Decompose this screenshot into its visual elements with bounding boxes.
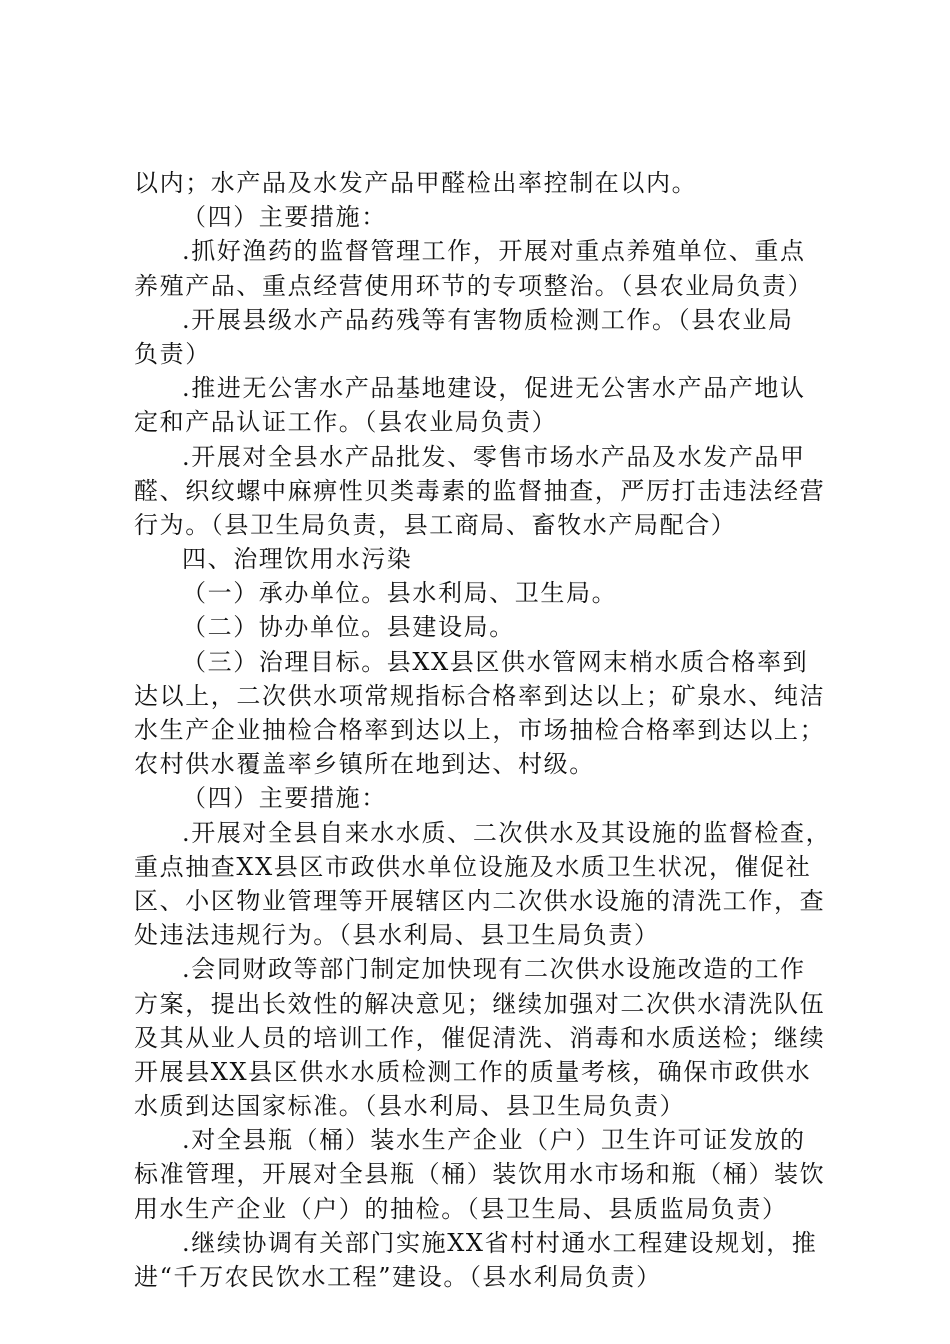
text-line: 定和产品认证工作。（县农业局负责） — [134, 408, 558, 437]
text-line: 及其从业人员的培训工作，催促清洗、消毒和水质送检；继续 — [134, 1023, 826, 1052]
text-line: 行为。（县卫生局负责，县工商局、畜牧水产局配合） — [134, 510, 737, 539]
text-line: 标准管理，开展对全县瓶（桶）装饮用水市场和瓶（桶）装饮 — [134, 1160, 826, 1189]
document-body — [134, 166, 832, 1294]
text-line: .开展县级水产品药残等有害物质检测工作。（县农业局 — [182, 305, 794, 334]
text-line: 以内；水产品及水发产品甲醛检出率控制在以内。 — [134, 169, 698, 197]
text-line: .对全县瓶（桶）装水生产企业（户）卫生许可证发放的 — [182, 1126, 806, 1155]
text-line: .开展对全县水产品批发、零售市场水产品及水发产品甲 — [182, 442, 806, 471]
text-line: 农村供水覆盖率乡镇所在地到达、村级。 — [134, 750, 595, 779]
text-line: 醛、织纹螺中麻痹性贝类毒素的监督抽查，严厉打击违法经营 — [134, 476, 826, 505]
text-line: 水生产企业抽检合格率到达以上，市场抽检合格率到达以上； — [134, 716, 826, 744]
text-line: （一）承办单位。县水利局、卫生局。 — [182, 579, 618, 608]
text-line: 四、治理饮用水污染 — [182, 545, 413, 574]
text-line: （四）主要措施： — [182, 203, 387, 232]
text-line: .开展对全县自来水水质、二次供水及其设施的监督检查， — [182, 818, 832, 847]
text-line: 水质到达国家标准。（县水利局、县卫生局负责） — [134, 1092, 686, 1121]
text-line: 养殖产品、重点经营使用环节的专项整治。（县农业局负责） — [134, 271, 814, 300]
text-line: （三）治理目标。县XX县区供水管网末梢水质合格率到 — [182, 647, 809, 676]
text-line: 达以上，二次供水项常规指标合格率到达以上；矿泉水、纯洁 — [134, 681, 826, 710]
text-line: 重点抽查XX县区市政供水单位设施及水质卫生状况，催促社 — [134, 852, 812, 881]
text-line: （四）主要措施： — [182, 784, 387, 813]
text-line: .推进无公害水产品基地建设，促进无公害水产品产地认 — [182, 374, 806, 403]
text-line: .继续协调有关部门实施XX省村村通水工程建设规划，推 — [182, 1228, 818, 1257]
text-line: .抓好渔药的监督管理工作，开展对重点养殖单位、重点 — [182, 237, 806, 266]
text-line: 用水生产企业（户）的抽检。（县卫生局、县质监局负责） — [134, 1194, 788, 1223]
text-line: 区、小区物业管理等开展辖区内二次供水设施的清洗工作，查 — [134, 886, 826, 915]
text-line: 负责） — [134, 339, 211, 368]
text-line: （二）协办单位。县建设局。 — [182, 613, 515, 642]
text-line: 方案，提出长效性的解决意见；继续加强对二次供水清洗队伍 — [134, 989, 826, 1018]
text-line: 开展县XX县区供水水质检测工作的质量考核，确保市政供水 — [134, 1057, 812, 1086]
text-line: .会同财政等部门制定加快现有二次供水设施改造的工作 — [182, 955, 806, 984]
text-line: 处违法违规行为。（县水利局、县卫生局负责） — [134, 921, 660, 950]
text-line: 进“千万农民饮水工程”建设。（县水利局负责） — [134, 1263, 662, 1291]
